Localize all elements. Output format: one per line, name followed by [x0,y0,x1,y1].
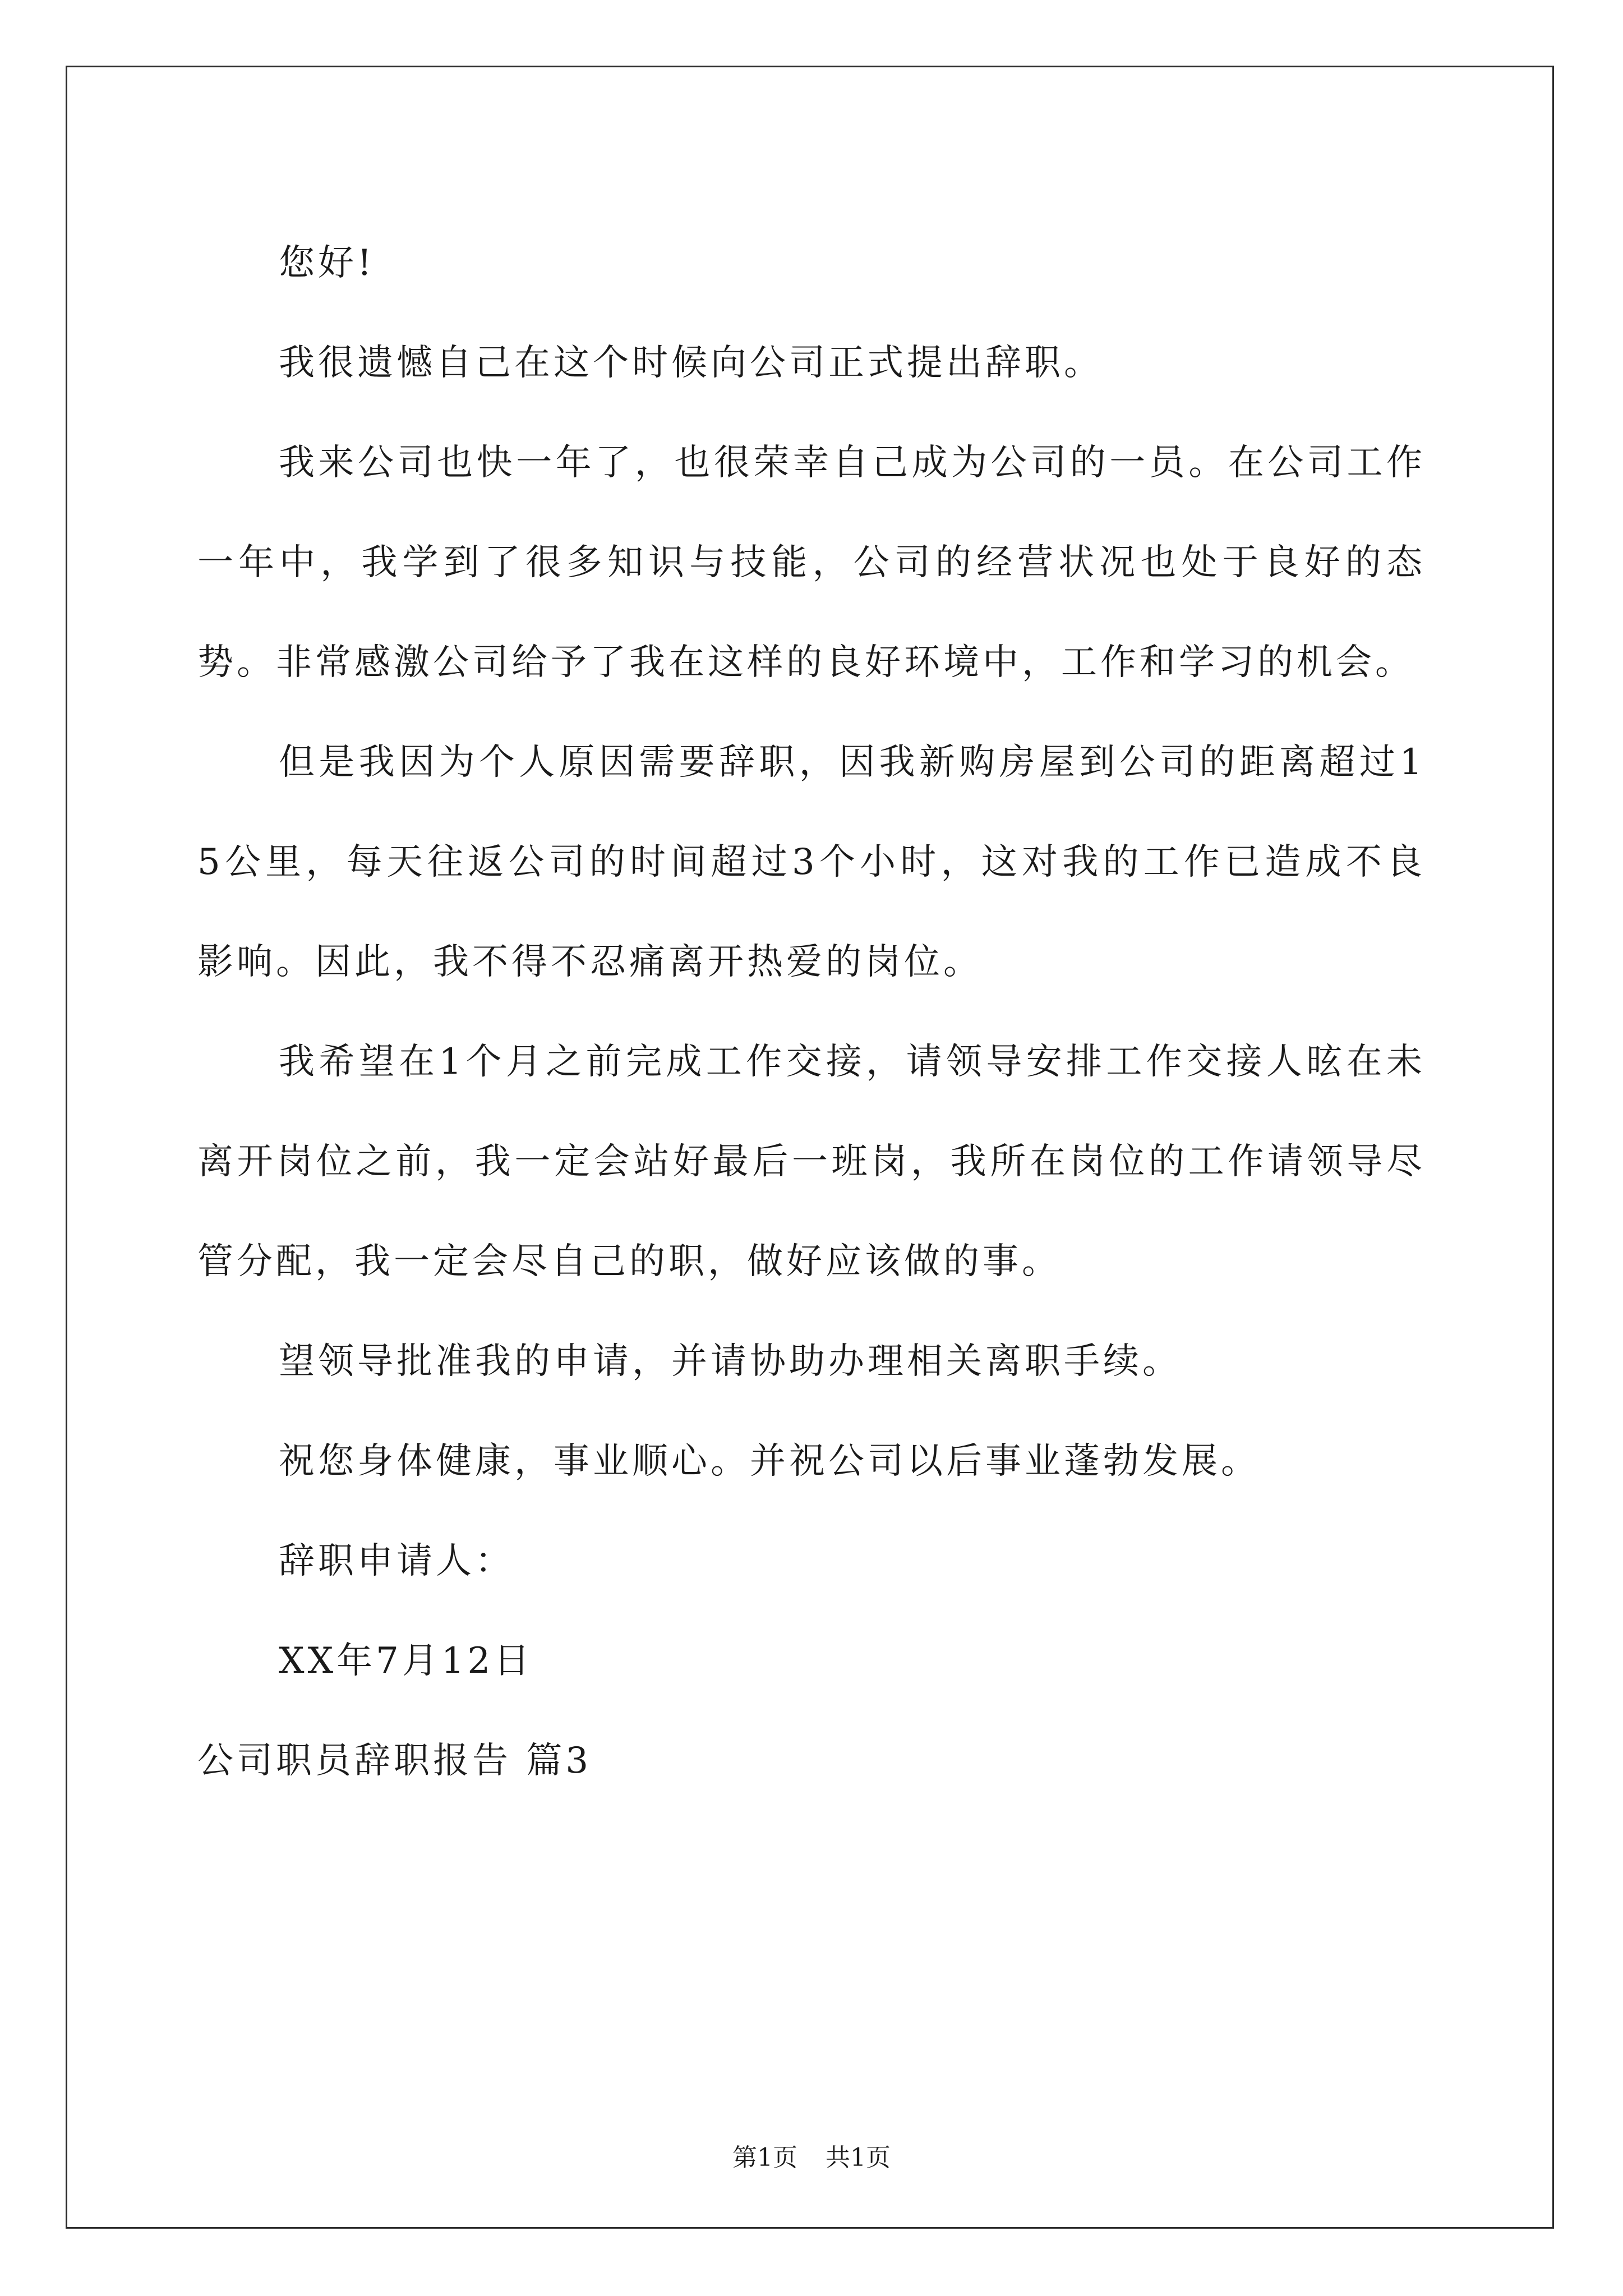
page-footer [0,2137,1623,2173]
paragraph-handover: 我希望在1个月之前完成工作交接，请领导安排工作交接人昡在未离开岗位之前，我一定会站好最后一班岗，我所在岗位的工作请领导尽管分配，我一定会尽自己的职，做好应该做的事。 [197,1041,1426,1282]
paragraph-request: 望领导批准我的申请，并请协助办理相关离职手续。 [279,1341,1182,1382]
section-heading: 公司职员辞职报告 篇3 [197,1740,592,1782]
paragraph-reason: 但是我因为个人原因需要辞职，因我新购房屋到公司的距离超过15公里，每天往返公司的时间超过3个小时，这对我的工作已造成不良影响。因此，我不得不忍痛离开热爱的岗位。 [197,742,1426,983]
paragraph-intro: 我很遗憾自己在这个时候向公司正式提出辞职。 [279,342,1103,384]
page-total: 共1页 [826,2143,891,2172]
page-number: 第1页 [732,2143,797,2172]
paragraph-experience: 我来公司也快一年了，也很荣幸自己成为公司的一员。在公司工作一年中，我学到了很多知识与技能，公司的经营状况也处于良好的态势。非常感激公司给予了我在这样的良好环境中，工作和学习的机会。 [197,442,1426,683]
date: XX年7月12日 [279,1640,533,1682]
greeting: 您好! [279,242,375,284]
applicant-label: 辞职申请人： [279,1540,514,1582]
document-body [197,213,1426,1811]
paragraph-wishes: 祝您身体健康，事业顺心。并祝公司以后事业蓬勃发展。 [279,1441,1260,1482]
